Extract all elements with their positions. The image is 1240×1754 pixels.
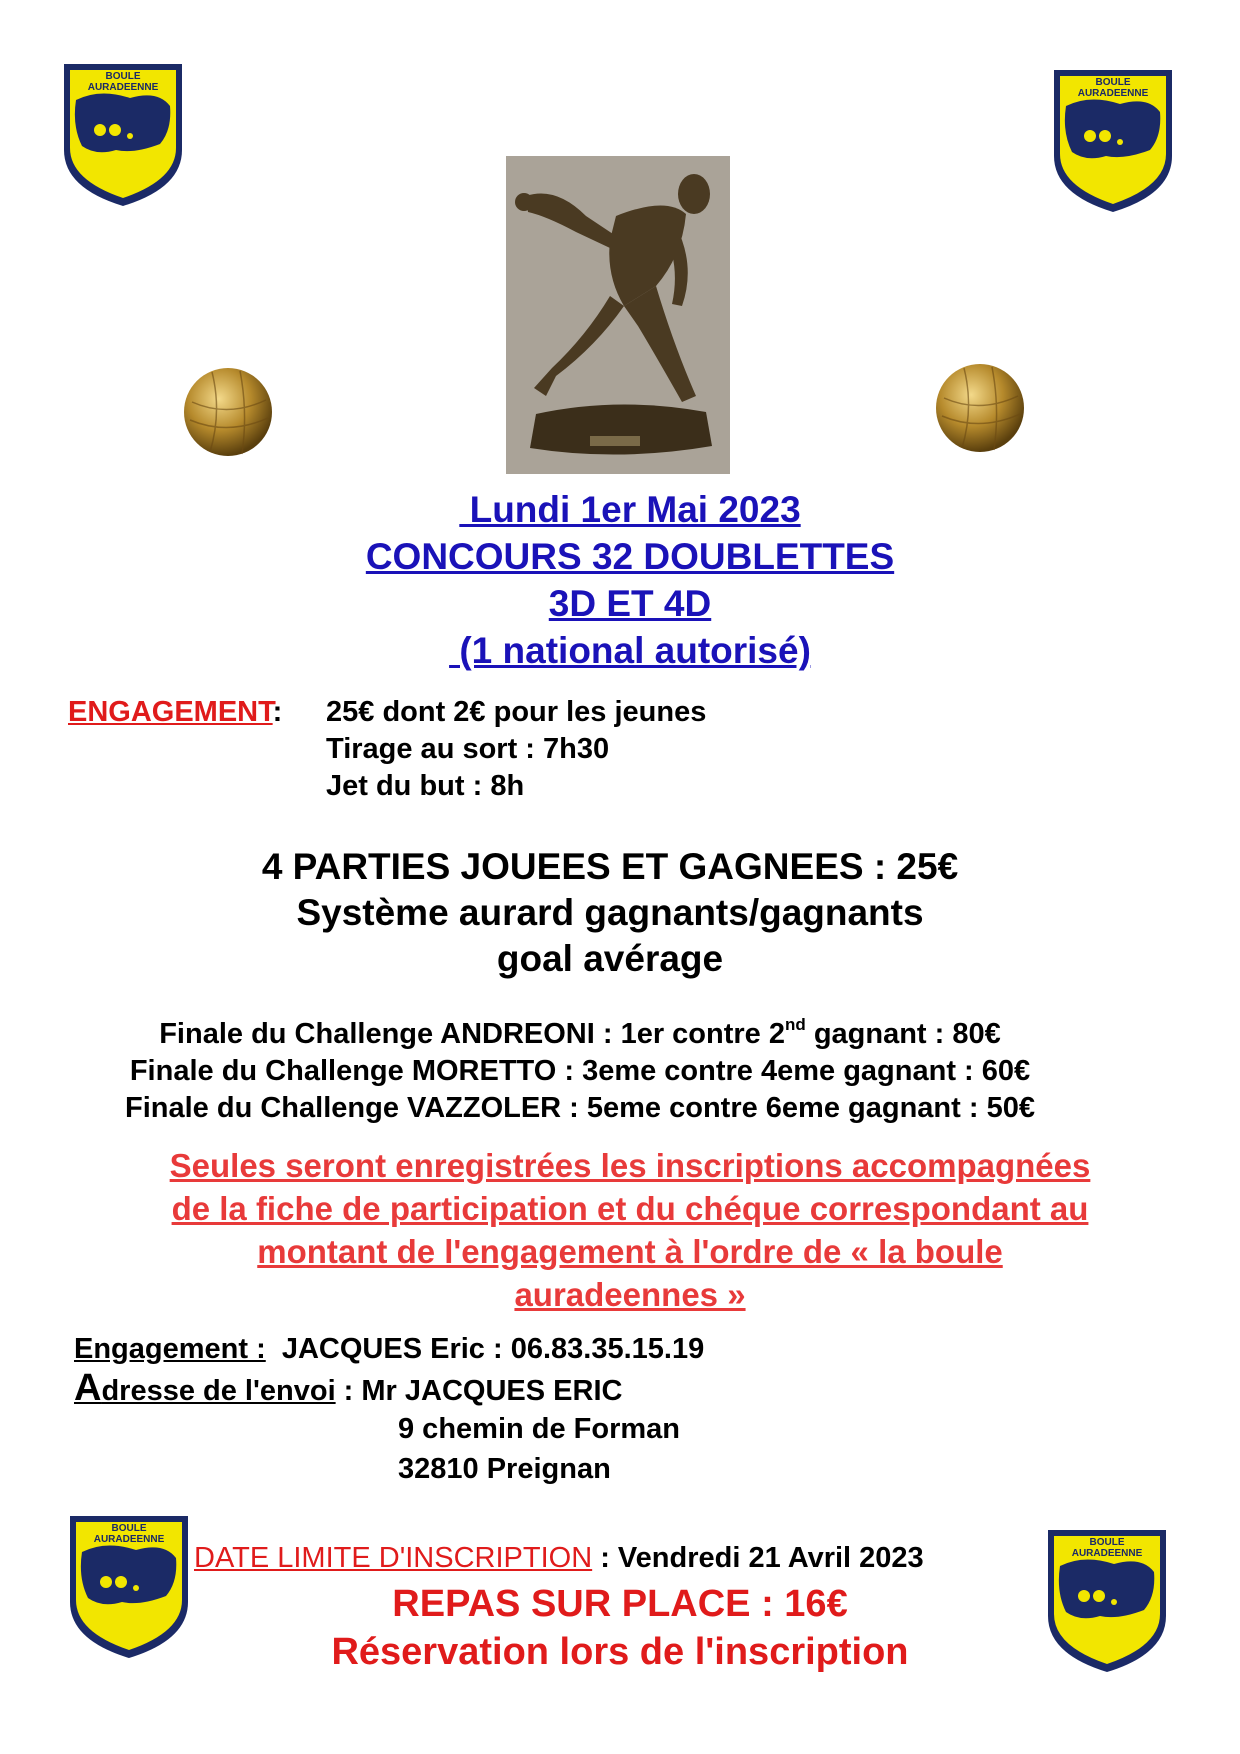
svg-text:AURADEENNE: AURADEENNE [93, 1534, 165, 1545]
finale-vazzoler: Finale du Challenge VAZZOLER : 5eme contre 6eme gagnant : 50€ [125, 1092, 1035, 1124]
engagement-fee: 25€ dont 2€ pour les jeunes [326, 696, 707, 728]
svg-text:BOULE: BOULE [1089, 1537, 1125, 1548]
engagement-label: ENGAGEMENT [68, 696, 273, 728]
format-prize: 4 PARTIES JOUEES ET GAGNEES : 25€ [261, 846, 959, 887]
svg-text:BOULE: BOULE [1095, 77, 1131, 88]
trophy-statue-image [506, 156, 730, 474]
format-block [0, 844, 1220, 982]
meal-reservation: Réservation lors de l'inscription [331, 1631, 909, 1673]
petanque-ball-right [934, 362, 1026, 454]
contact-engagement: Engagement : JACQUES Eric : 06.83.35.15.19 [74, 1333, 705, 1365]
engagement-sep: : [272, 696, 283, 728]
event-date: Lundi 1er Mai 2023 [459, 489, 801, 530]
svg-text:BOULE: BOULE [105, 71, 141, 82]
format-system: Système aurard gagnants/gagnants [296, 892, 924, 933]
svg-text:BOULE: BOULE [111, 1523, 147, 1534]
contact-address-label: Adresse de l'envoi : Mr JACQUES ERIC [74, 1367, 623, 1409]
club-logo-top-right [1050, 66, 1176, 216]
event-note: (1 national autorisé) [449, 630, 811, 671]
engagement-start-time: Jet du but : 8h [326, 770, 525, 802]
event-category: 3D ET 4D [548, 583, 712, 624]
meal-price: REPAS SUR PLACE : 16€ [392, 1583, 848, 1625]
petanque-ball-left [182, 366, 274, 458]
deadline-label: DATE LIMITE D'INSCRIPTION [194, 1542, 593, 1574]
engagement-label-block [68, 694, 282, 731]
deadline-line [194, 1540, 924, 1576]
event-headline [0, 486, 1240, 674]
engagement-draw-time: Tirage au sort : 7h30 [326, 733, 610, 765]
svg-text:AURADEENNE: AURADEENNE [1071, 1548, 1143, 1559]
petanque-ball-icon [182, 366, 274, 458]
finales-list [0, 1016, 1160, 1127]
shield-icon [60, 60, 186, 210]
deadline-value: : Vendredi 21 Avril 2023 [592, 1542, 924, 1574]
contact-block [74, 1330, 704, 1411]
svg-text:AURADEENNE: AURADEENNE [87, 82, 159, 93]
engagement-details [326, 694, 706, 805]
format-goal: goal avérage [496, 938, 724, 979]
finale-andreoni: Finale du Challenge ANDREONI : 1er contre 2nd gagnant : 80€ [159, 1015, 1001, 1050]
shield-icon [1050, 66, 1176, 216]
address-city: 32810 Preignan [398, 1453, 611, 1485]
registration-warning: Seules seront enregistrées les inscriptions accompagnées de la fiche de participation et du chéque correspondant au montant de l'engagement à l'ordre de « la boule auradeennes » [169, 1147, 1091, 1313]
meal-block [0, 1580, 1240, 1676]
address-street: 9 chemin de Forman [398, 1413, 681, 1445]
finale-moretto: Finale du Challenge MORETTO : 3eme contre 4eme gagnant : 60€ [129, 1055, 1031, 1087]
petanque-ball-icon [934, 362, 1026, 454]
event-title: CONCOURS 32 DOUBLETTES [365, 536, 895, 577]
club-logo-top-left [60, 60, 186, 210]
svg-text:AURADEENNE: AURADEENNE [1077, 88, 1149, 99]
